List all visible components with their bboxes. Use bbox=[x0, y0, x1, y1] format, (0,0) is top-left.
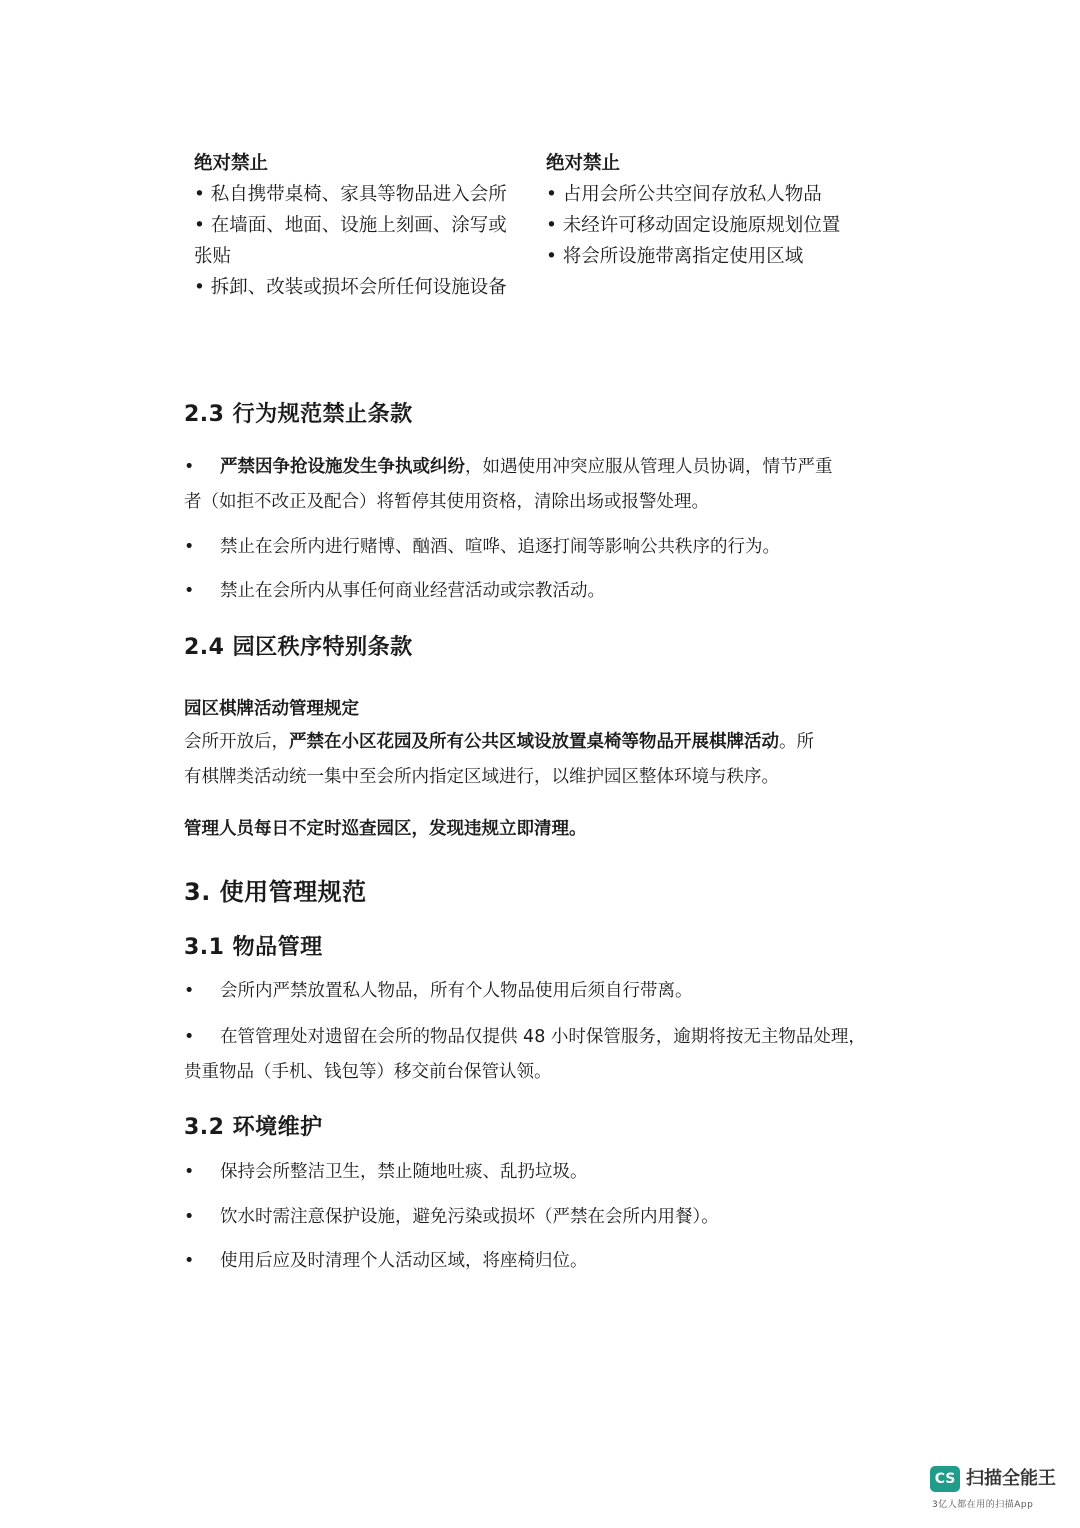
bullet: • bbox=[184, 1027, 195, 1047]
section-3-1-heading: 3.1 物品管理 bbox=[184, 935, 323, 960]
list-item bbox=[184, 974, 904, 1009]
subheading: 园区棋牌活动管理规定 bbox=[184, 699, 359, 719]
bullet: • bbox=[184, 457, 195, 477]
body-text: 使用后应及时清理个人活动区域，将座椅归位。 bbox=[220, 1251, 588, 1271]
list-item bbox=[184, 530, 904, 565]
body-text: 。所 bbox=[779, 732, 814, 752]
right-column-title: 绝对禁止 bbox=[546, 153, 621, 174]
body-text: 饮水时需注意保护设施，避免污染或损坏（严禁在会所内用餐）。 bbox=[220, 1207, 719, 1227]
left-column-title: 绝对禁止 bbox=[194, 153, 269, 174]
scanner-watermark bbox=[930, 1466, 1060, 1516]
body-text: 在管管理处对遗留在会所的物品仅提供 48 小时保管服务，逾期将按无主物品处理， bbox=[220, 1027, 866, 1047]
watermark-title: 扫描全能王 bbox=[966, 1468, 1056, 1489]
bullet: • bbox=[184, 1162, 195, 1182]
list-item bbox=[184, 574, 904, 609]
bullet: • bbox=[184, 537, 195, 557]
right-item: • 占用会所公共空间存放私人物品 bbox=[546, 184, 822, 205]
body-text: 禁止在会所内进行赌博、酗酒、喧哗、追逐打闹等影响公共秩序的行为。 bbox=[220, 537, 780, 557]
section-2-3-heading: 2.3 行为规范禁止条款 bbox=[184, 402, 413, 427]
bold-text: 严禁因争抢设施发生争执或纠纷 bbox=[220, 457, 465, 477]
list-item bbox=[184, 1244, 904, 1279]
body-text: 贵重物品（手机、钱包等）移交前台保管认领。 bbox=[184, 1062, 552, 1082]
left-item: • 私自携带桌椅、家具等物品进入会所 bbox=[194, 184, 507, 205]
body-text: 者（如拒不改正及配合）将暂停其使用资格，清除出场或报警处理。 bbox=[184, 492, 709, 512]
body-text: ，如遇使用冲突应服从管理人员协调，情节严重 bbox=[465, 457, 833, 477]
body-text: 会所内严禁放置私人物品，所有个人物品使用后须自行带离。 bbox=[220, 981, 693, 1001]
body-text: 会所开放后， bbox=[184, 732, 289, 752]
watermark-subtitle: 3亿人都在用的扫描App bbox=[932, 1500, 1034, 1510]
right-column bbox=[546, 148, 876, 272]
bullet: • bbox=[184, 981, 195, 1001]
left-item: • 拆卸、改装或损坏会所任何设施设备 bbox=[194, 277, 507, 298]
list-item bbox=[184, 450, 904, 520]
section-3-2-heading: 3.2 环境维护 bbox=[184, 1115, 323, 1140]
section-3-heading: 3. 使用管理规范 bbox=[184, 878, 367, 906]
bullet: • bbox=[184, 1207, 195, 1227]
body-text: 禁止在会所内从事任何商业经营活动或宗教活动。 bbox=[220, 581, 605, 601]
camscanner-logo-icon: CS bbox=[930, 1466, 960, 1492]
list-item bbox=[184, 1155, 904, 1190]
list-item bbox=[184, 1200, 904, 1235]
right-item: • 将会所设施带离指定使用区域 bbox=[546, 246, 804, 267]
body-text: 保持会所整洁卫生，禁止随地吐痰、乱扔垃圾。 bbox=[220, 1162, 588, 1182]
body-text: 有棋牌类活动统一集中至会所内指定区域进行，以维护园区整体环境与秩序。 bbox=[184, 767, 779, 787]
paragraph-bold: 管理人员每日不定时巡查园区，发现违规立即清理。 bbox=[184, 819, 587, 839]
list-item bbox=[184, 1020, 904, 1090]
right-item: • 未经许可移动固定设施原规划位置 bbox=[546, 215, 841, 236]
section-2-4-heading: 2.4 园区秩序特别条款 bbox=[184, 635, 413, 660]
paragraph bbox=[184, 725, 894, 795]
bullet: • bbox=[184, 581, 195, 601]
bold-text: 严禁在小区花园及所有公共区域设放置桌椅等物品开展棋牌活动 bbox=[289, 732, 779, 752]
bullet: • bbox=[184, 1251, 195, 1271]
left-column bbox=[194, 148, 524, 303]
left-item: 张贴 bbox=[194, 246, 232, 267]
left-item: • 在墙面、地面、设施上刻画、涂写或 bbox=[194, 215, 507, 236]
